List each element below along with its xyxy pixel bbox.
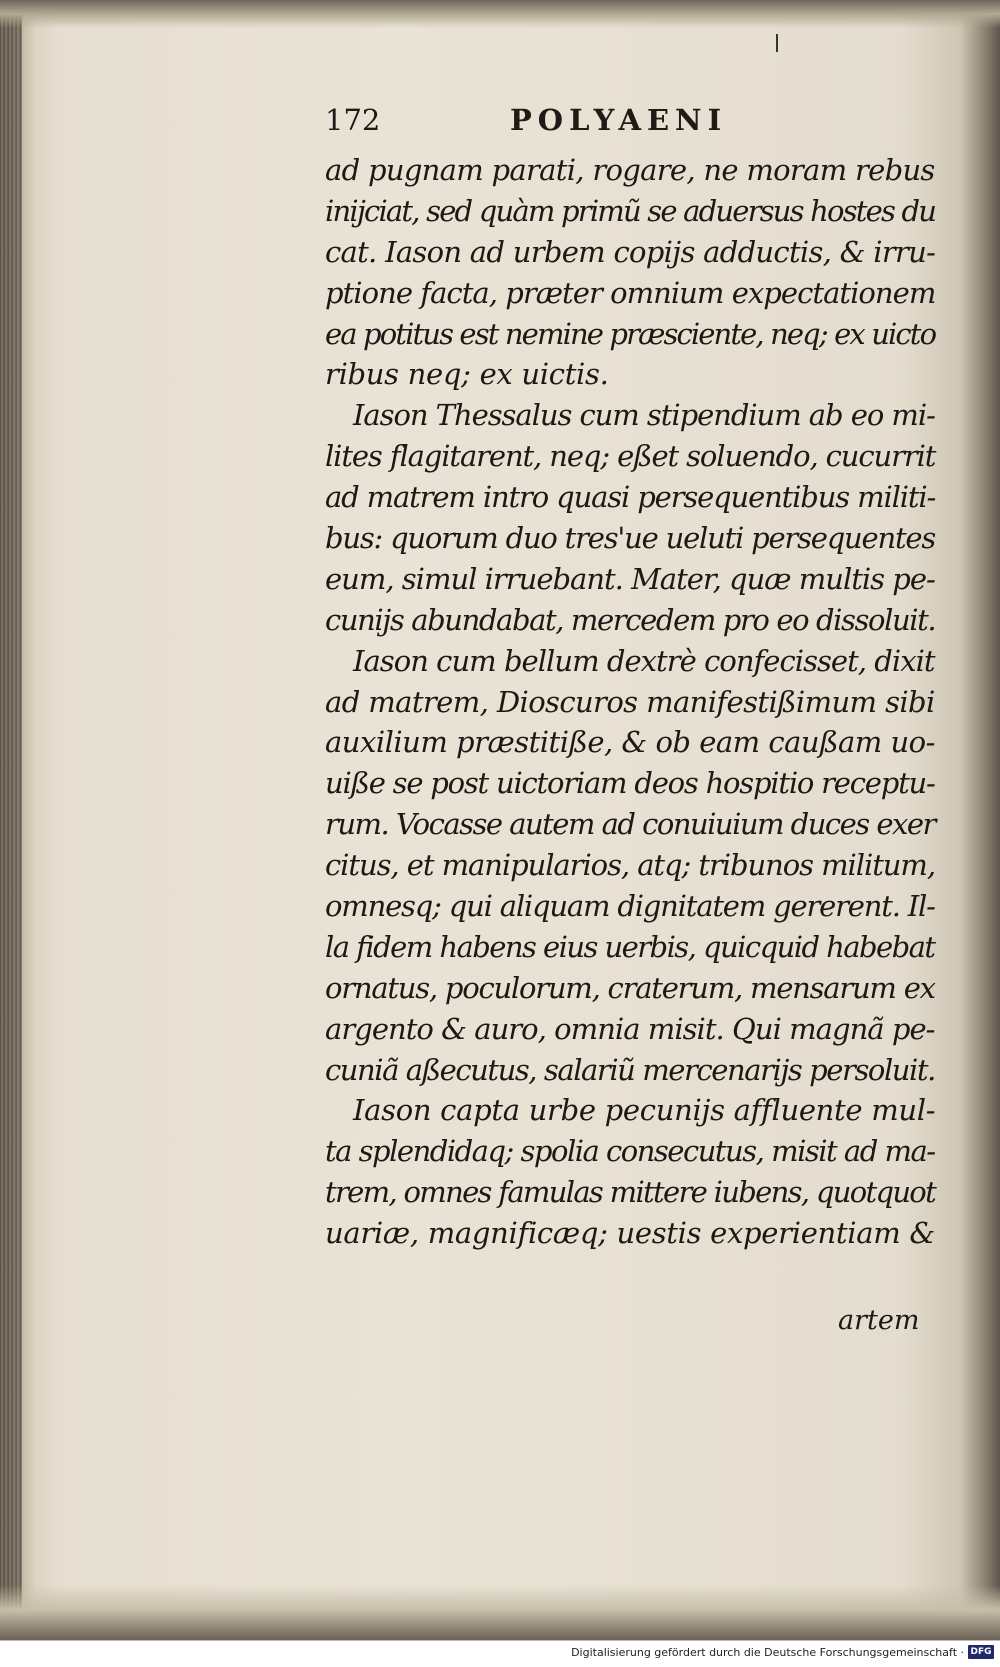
text-line: ribus neq; ex uictis. xyxy=(325,357,609,392)
page-bottom-shadow xyxy=(0,1585,1000,1640)
text-line: trem, omnes famulas mittere iubens, quotquot xyxy=(325,1175,936,1210)
body-text xyxy=(325,150,935,1254)
funding-credit: Digitalisierung gefördert durch die Deutsche Forschungsgemeinschaft · xyxy=(571,1646,964,1659)
page-header-title: POLYAENI xyxy=(510,103,728,137)
text-line: ad matrem, Dioscuros manifestißimum sibi xyxy=(325,684,935,719)
paragraph-start-line: Iason cum bellum dextrè confecisset, dixit xyxy=(353,643,935,678)
running-head xyxy=(325,103,895,143)
page-top-shadow xyxy=(0,0,1000,28)
text-line: ta splendidaq; spolia consecutus, misit ad ma- xyxy=(325,1134,935,1169)
text-line: ea potitus est nemine præsciente, neq; ex uicto xyxy=(325,316,936,351)
text-line: eum, simul irruebant. Mater, quæ multis pe- xyxy=(325,561,935,596)
text-line: uariæ, magnificæq; uestis experientiam & xyxy=(325,1216,935,1251)
text-line: lites flagitarent, neq; eßet soluendo, cucurrit xyxy=(325,439,936,474)
text-line: cunijs abundabat, mercedem pro eo dissoluit. xyxy=(325,602,936,637)
text-line: ptione facta, præter omnium expectationem xyxy=(325,275,936,310)
dfg-logo-icon: DFG xyxy=(968,1645,994,1659)
text-line: cuniã aßecutus, salariũ mercenarijs persoluit. xyxy=(325,1052,935,1087)
text-line: argento & auro, omnia misit. Qui magnã pe- xyxy=(325,1011,935,1046)
catchword: artem xyxy=(838,1305,920,1336)
text-line: omnesq; qui aliquam dignitatem gererent. Il- xyxy=(325,889,935,924)
text-line: auxilium præstitiße, & ob eam caußam uo- xyxy=(325,725,935,760)
text-line: ad matrem intro quasi persequentibus militi- xyxy=(325,480,936,515)
paragraph-start-line: Iason Thessalus cum stipendium ab eo mi- xyxy=(353,398,935,433)
text-line: citus, et manipularios, atq; tribunos militum, xyxy=(325,848,936,883)
text-line: rum. Vocasse autem ad conuiuium duces exer xyxy=(325,807,935,842)
text-line: la fidem habens eius uerbis, quicquid habebat xyxy=(325,929,935,964)
text-line: cat. Iason ad urbem copijs adductis, & irru- xyxy=(325,234,936,269)
text-line: bus: quorum duo tres'ue ueluti persequentes xyxy=(325,521,936,556)
ink-mark xyxy=(776,34,778,52)
book-spine-edge xyxy=(0,0,22,1640)
page-number: 172 xyxy=(325,103,381,137)
paragraph-start-line: Iason capta urbe pecunijs affluente mul- xyxy=(353,1093,936,1128)
text-line: inijciat, sed quàm primũ se aduersus hostes du xyxy=(325,193,936,228)
digitization-footer xyxy=(0,1640,1000,1667)
text-line: uiße se post uictoriam deos hospitio receptu- xyxy=(325,766,935,801)
text-line: ornatus, poculorum, craterum, mensarum ex xyxy=(325,970,935,1005)
text-line: ad pugnam parati, rogare, ne moram rebus xyxy=(325,153,935,187)
